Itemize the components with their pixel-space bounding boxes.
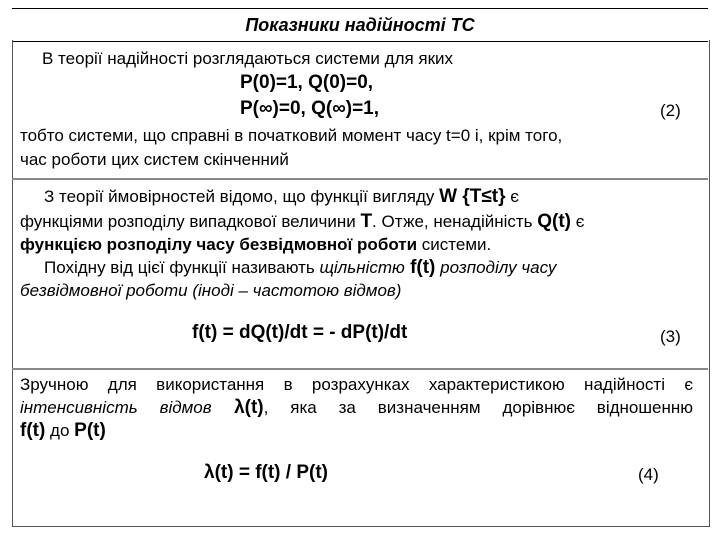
s2-line-4-text-a: Похідну від цієї функції називають [44, 258, 320, 277]
s2-line-2 [20, 211, 584, 233]
s2-density-term: щільністю [319, 258, 405, 277]
s1-condition-1: P(0)=1, Q(0)=0, [240, 72, 374, 93]
s2-line-3-text-b: системи. [417, 235, 492, 254]
s2-line-5: безвідмовної роботи (іноді – частотою відмов) [20, 281, 402, 300]
s2-line-2-text-a: функціями розподілу випадкової величини [20, 212, 361, 231]
s2-line-2-text-c: є [571, 212, 585, 231]
section-divider-1 [12, 178, 708, 180]
s3-do: до [45, 421, 75, 440]
s3-P-of-t: P(t) [74, 420, 106, 441]
s2-density-f: f(t) [404, 257, 436, 278]
s2-line-1-text-a: З теорії ймовірностей відомо, що функції вигляду [44, 187, 440, 206]
s3-failure-rate-term: інтенсивність відмов [20, 398, 212, 417]
s3-line-3 [20, 420, 106, 442]
s3-f-of-t: f(t) [20, 420, 46, 441]
s3-formula: λ(t) = f(t) / P(t) [204, 462, 329, 483]
s2-line-4 [44, 257, 556, 279]
s2-line-1 [44, 186, 519, 208]
s3-equation-number: (4) [638, 465, 659, 484]
s1-equation-number: (2) [660, 101, 681, 120]
s3-lambda: λ(t) [211, 397, 264, 418]
s2-line-4-text-c: розподілу часу [435, 258, 557, 277]
s3-line-2-text-b: , яка за визначенням дорівнює відношенню [263, 398, 693, 417]
s1-condition-2: P(∞)=0, Q(∞)=1, [240, 98, 380, 119]
s2-distribution-expr: W {T≤t} [439, 186, 506, 207]
section-divider-2 [12, 368, 708, 370]
s2-formula: f(t) = dQ(t)/dt = - dP(t)/dt [192, 322, 408, 343]
s2-line-1-text-b: є [505, 187, 519, 206]
s2-definition-bold: функцією розподілу часу безвідмовної роботи [20, 235, 418, 254]
s2-line-2-text-b: . Отже, ненадійність [372, 212, 538, 231]
s3-line-2 [20, 397, 693, 419]
s3-line-1: Зручною для використання в розрахунках характеристикою надійності є [20, 375, 693, 394]
s1-text-line-4: тобто системи, що справні в початковий момент часу t=0 і, крім того, [20, 126, 563, 145]
s1-text-line-5: час роботи цих систем скінченний [20, 150, 289, 169]
s1-intro-text: В теорії надійності розглядаються системи для яких [42, 49, 454, 68]
slide-title: Показники надійності ТС [12, 8, 708, 42]
s2-unreliability-Q: Q(t) [537, 211, 572, 232]
s2-equation-number: (3) [660, 327, 681, 346]
s2-random-variable-T: T [360, 211, 373, 232]
s2-line-3 [20, 234, 491, 256]
